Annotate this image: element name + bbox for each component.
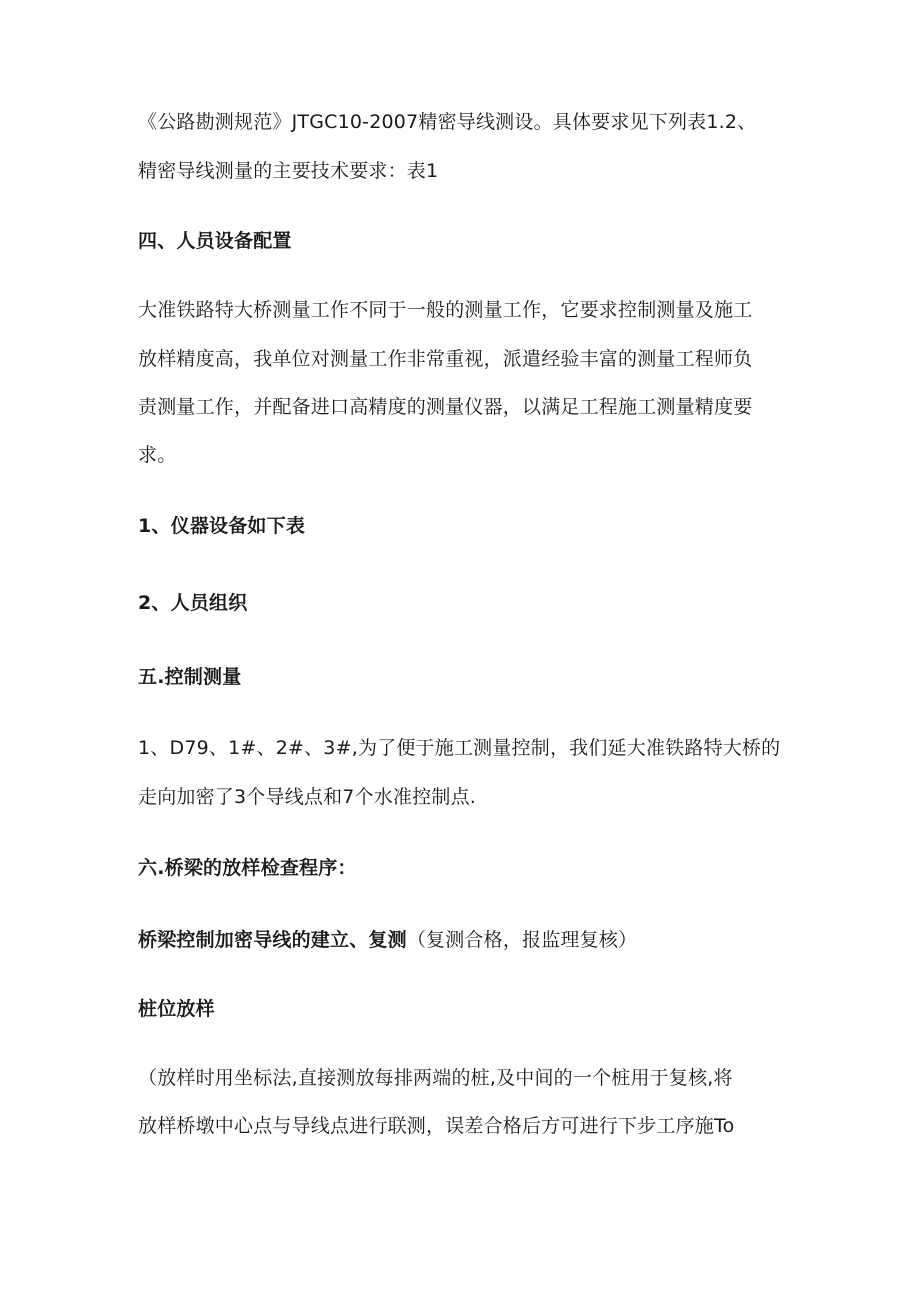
- section-4-paragraph-line: 放样精度高，我单位对测量工作非常重视，派遣经验丰富的测量工程师负: [138, 348, 753, 370]
- section-6-step-1-note: （复测合格，报监理复核）: [406, 929, 638, 951]
- section-6-paragraph-line: 放样桥墩中心点与导线点进行联测，误差合格后方可进行下步工序施To: [138, 1115, 735, 1137]
- section-6-step-2: 桩位放样: [138, 998, 215, 1020]
- section-6-step-1-title: 桥梁控制加密导线的建立、复测: [138, 929, 407, 951]
- section-4-item-2: 2、人员组织: [138, 592, 248, 614]
- section-4-paragraph-line: 责测量工作，并配备进口高精度的测量仪器，以满足工程施工测量精度要: [138, 396, 753, 418]
- section-4-paragraph-line: 大准铁路特大桥测量工作不同于一般的测量工作，它要求控制测量及施工: [138, 299, 753, 321]
- section-4-paragraph-line: 求。: [138, 444, 177, 466]
- section-5-paragraph-line: 1、D79、1#、2#、3#,为了便于施工测量控制，我们延大准铁路特大桥的: [138, 737, 781, 759]
- section-6-step-1: [138, 928, 637, 952]
- section-6-heading: 六.桥梁的放样检查程序：: [138, 857, 357, 879]
- section-5-heading: 五.控制测量: [138, 666, 242, 688]
- intro-line-2: 精密导线测量的主要技术要求：表1: [138, 160, 439, 182]
- section-4-heading: 四、人员设备配置: [138, 230, 292, 252]
- section-6-paragraph-line: （放样时用坐标法,直接测放每排两端的桩,及中间的一个桩用于复核,将: [138, 1067, 733, 1089]
- section-4-item-1: 1、仪器设备如下表: [138, 515, 306, 537]
- intro-line-1: 《公路勘测规范》JTGC10-2007精密导线测设。具体要求见下列表1.2、: [138, 111, 757, 133]
- section-5-paragraph-line: 走向加密了3个导线点和7个水准控制点.: [138, 786, 477, 808]
